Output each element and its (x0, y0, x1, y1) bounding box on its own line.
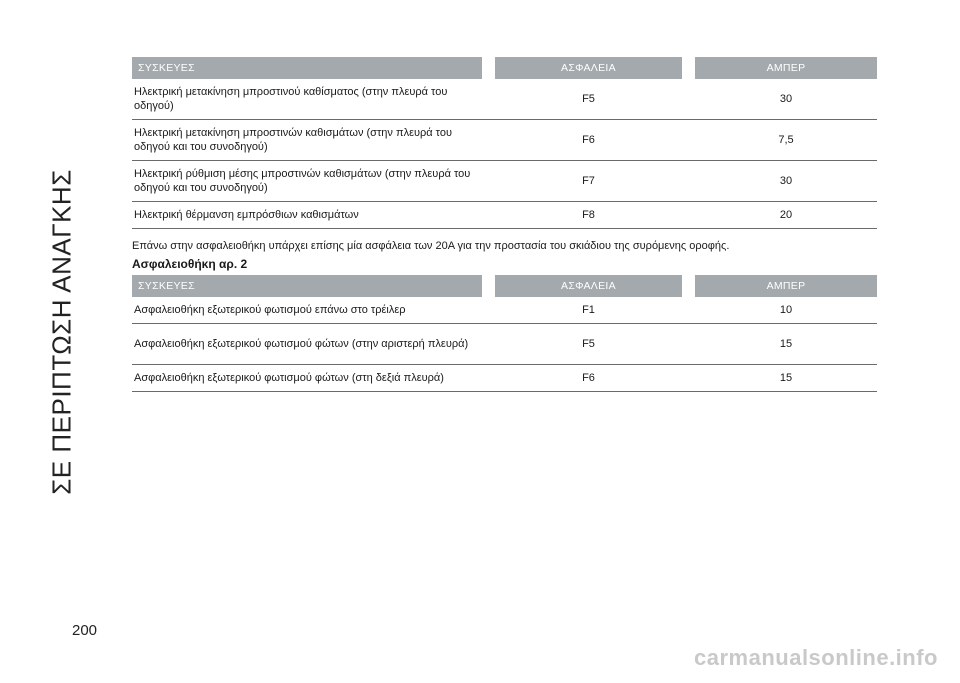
fuse-cell: F5 (482, 79, 682, 120)
table-row (132, 79, 877, 120)
fuse-cell: F1 (482, 297, 682, 324)
device-cell: Ασφαλειοθήκη εξωτερικού φωτισμού επάνω στο τρέιλερ (132, 297, 482, 324)
fuse-cell: F6 (482, 365, 682, 392)
table-row (132, 365, 877, 392)
table-row (132, 297, 877, 324)
device-cell: Ηλεκτρική θέρμανση εμπρόσθιων καθισμάτων (132, 202, 482, 229)
table-header-row (132, 57, 877, 79)
device-cell: Ασφαλειοθήκη εξωτερικού φωτισμού φώτων (στη δεξιά πλευρά) (132, 365, 482, 392)
amp-cell: 10 (682, 297, 877, 324)
section-side-title: ΣΕ ΠΕΡΙΠΤΩΣΗ ΑΝΑΓΚΗΣ (46, 169, 77, 495)
fuse-cell: F5 (482, 324, 682, 365)
table-row (132, 324, 877, 365)
page-content (132, 57, 877, 392)
amp-cell: 20 (682, 202, 877, 229)
fuse-table-2 (132, 275, 877, 392)
sunshade-fuse-note: Επάνω στην ασφαλειοθήκη υπάρχει επίσης μία ασφάλεια των 20A για την προστασία του σκιάδιου της συρόμενης οροφής. (132, 240, 730, 252)
watermark-text: carmanualsonline.info (694, 645, 938, 670)
device-cell: Ηλεκτρική μετακίνηση μπροστινών καθισμάτων (στην πλευρά του οδηγού και του συνοδηγού) (132, 120, 482, 161)
amp-cell: 7,5 (682, 120, 877, 161)
device-cell: Ασφαλειοθήκη εξωτερικού φωτισμού φώτων (στην αριστερή πλευρά) (132, 324, 482, 365)
fuse-cell: F7 (482, 161, 682, 202)
column-header-amp: ΑΜΠΕΡ (682, 57, 877, 79)
page-number: 200 (72, 622, 98, 639)
amp-cell: 30 (682, 79, 877, 120)
column-header-devices: ΣΥΣΚΕΥΕΣ (132, 57, 482, 79)
device-cell: Ηλεκτρική μετακίνηση μπροστινού καθίσματος (στην πλευρά του οδηγού) (132, 79, 482, 120)
column-header-devices: ΣΥΣΚΕΥΕΣ (132, 275, 482, 297)
table-header-row (132, 275, 877, 297)
amp-cell: 15 (682, 365, 877, 392)
table-row (132, 161, 877, 202)
column-header-amp: ΑΜΠΕΡ (682, 275, 877, 297)
table-row (132, 202, 877, 229)
table-row (132, 120, 877, 161)
fuse-table-1 (132, 57, 877, 229)
column-header-fuse: ΑΣΦΑΛΕΙΑ (482, 275, 682, 297)
fuse-cell: F8 (482, 202, 682, 229)
fuse-cell: F6 (482, 120, 682, 161)
amp-cell: 15 (682, 324, 877, 365)
column-header-fuse: ΑΣΦΑΛΕΙΑ (482, 57, 682, 79)
device-cell: Ηλεκτρική ρύθμιση μέσης μπροστινών καθισμάτων (στην πλευρά του οδηγού και του συνοδηγού) (132, 161, 482, 202)
amp-cell: 30 (682, 161, 877, 202)
fusebox-2-heading: Ασφαλειοθήκη αρ. 2 (132, 257, 248, 271)
